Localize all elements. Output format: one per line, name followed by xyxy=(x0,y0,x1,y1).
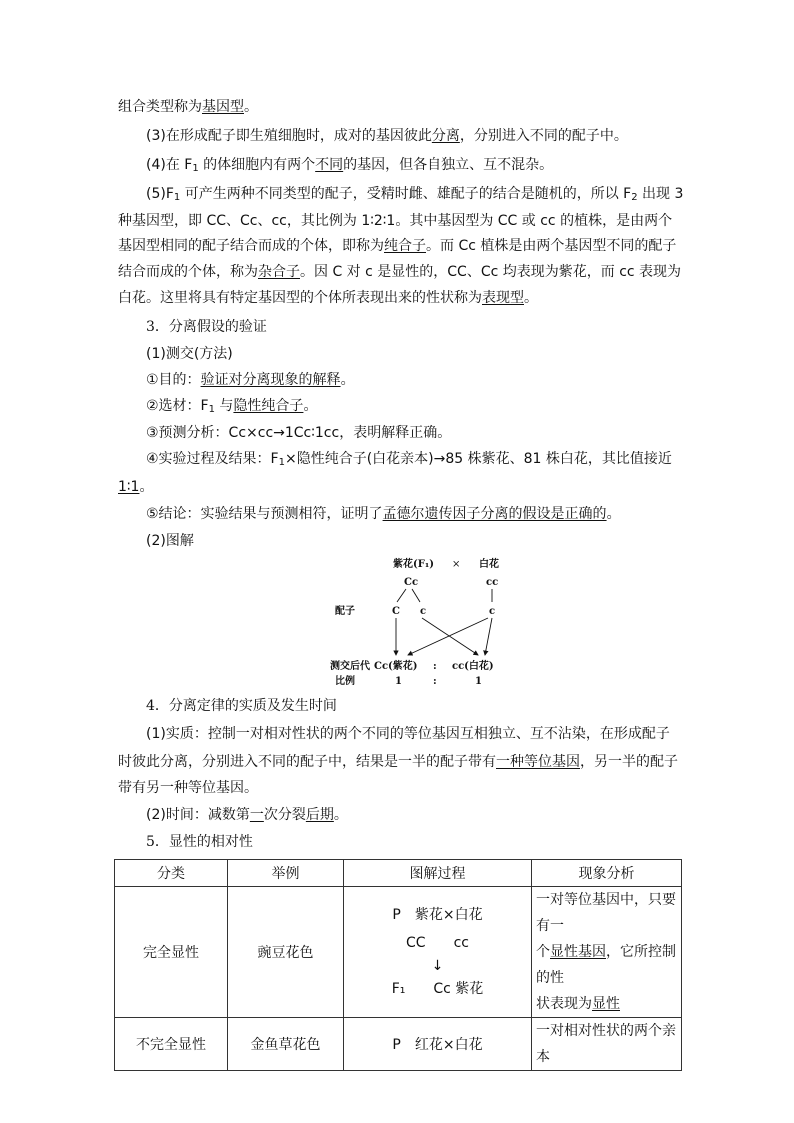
text-line xyxy=(146,504,621,524)
text-line xyxy=(146,184,683,204)
text-line: (2)图解 xyxy=(146,533,194,549)
answer-blank: 表现型 xyxy=(482,290,524,306)
text: 。而 Cc 植株是由两个基因型不同的配子 xyxy=(426,238,677,254)
subscript: 1 xyxy=(192,163,199,174)
text: 与 xyxy=(214,398,234,414)
text: 次分裂 xyxy=(263,807,306,823)
process-line: F₁ Cc 紫花 xyxy=(391,981,484,997)
text: ，分别进入不同的配子中。 xyxy=(459,128,628,144)
arrow-line xyxy=(397,589,406,602)
answer-blank: 基因型 xyxy=(202,99,244,115)
parent1-label: 紫花(F₁) xyxy=(393,559,434,570)
text: (2)时间：减数第 xyxy=(146,807,250,823)
subscript: 2 xyxy=(631,192,638,203)
analysis-line xyxy=(536,991,677,1017)
text: 组合类型称为 xyxy=(118,99,202,115)
answer-blank: 后期 xyxy=(305,807,334,823)
answer-blank: 1∶1 xyxy=(118,479,140,495)
analysis-line: 一对等位基因中，只要有一 xyxy=(536,892,676,934)
section-heading: 5．显性的相对性 xyxy=(146,834,253,850)
text: 出现 3 xyxy=(637,186,684,202)
text: ⑤结论：实验结果与预测相符，证明了 xyxy=(146,506,383,522)
header-cell: 图解过程 xyxy=(344,860,532,887)
cell-process: P 红花×白花 xyxy=(344,1018,532,1071)
offspring-1: Cc(紫花) xyxy=(374,661,418,672)
text: 。 xyxy=(244,99,258,115)
offspring-label: 测交后代 xyxy=(330,661,370,672)
process-arrow: ↓ xyxy=(431,958,444,974)
gamete-label: 配子 xyxy=(335,606,355,617)
answer-blank: 不同 xyxy=(315,157,344,173)
subscript: 1 xyxy=(208,404,215,415)
gamete-c1: c xyxy=(420,606,427,617)
text-line xyxy=(118,288,538,308)
cell-example: 金鱼草花色 xyxy=(228,1018,344,1071)
parent2-genotype: cc xyxy=(486,577,499,588)
text-line xyxy=(118,236,676,256)
text-line xyxy=(118,477,153,497)
text: 时彼此分离，分别进入不同的配子中，结果是一半的配子带有 xyxy=(118,754,496,770)
cell-process xyxy=(344,887,532,1018)
offspring-2: cc(白花) xyxy=(452,661,494,672)
section-heading: 4．分离定律的实质及发生时间 xyxy=(146,698,337,714)
text: 状表现为 xyxy=(536,996,592,1012)
text: (5)F xyxy=(146,186,174,202)
text: 白花。这里将具有特定基因型的个体所表现出来的性状称为 xyxy=(118,290,482,306)
text: 基因型相同的配子结合而成的个体，即称为 xyxy=(118,238,384,254)
text: 。 xyxy=(340,372,355,388)
subscript: 1 xyxy=(173,192,181,203)
text-line xyxy=(146,155,553,175)
ratio-label: 比例 xyxy=(335,676,355,687)
section-heading: 3．分离假设的验证 xyxy=(146,319,267,335)
cell-analysis: 一对相对性状的两个亲本 xyxy=(532,1018,682,1071)
text: ，另一半的配子 xyxy=(580,754,678,770)
text-line xyxy=(118,97,258,117)
answer-blank: 一 xyxy=(249,807,264,823)
answer-blank: 显性 xyxy=(592,996,620,1012)
text: 。 xyxy=(524,290,538,306)
ratio-colon: : xyxy=(433,676,437,687)
answer-blank: 隐性纯合子 xyxy=(233,398,304,414)
text: ，它所控制的性 xyxy=(536,944,676,986)
text-line xyxy=(146,805,348,825)
gamete-C: C xyxy=(392,606,400,617)
text: (3)在形成配子即生殖细胞时，成对的基因彼此 xyxy=(146,128,432,144)
text: 。 xyxy=(333,807,348,823)
text-line: (1)实质：控制一对相对性状的两个不同的等位基因互相独立、互不沾染，在形成配子 xyxy=(146,726,670,742)
cell-example: 豌豆花色 xyxy=(228,887,344,1018)
text: 。 xyxy=(606,506,621,522)
text: 种基因型，即 CC、Cc、cc，其比例为 1∶2∶1。其中基因型为 CC 或 cc 的植株，是由两个 xyxy=(118,213,673,229)
text-line xyxy=(146,126,628,146)
process-line: P 紫花×白花 xyxy=(392,907,483,923)
table-header-row xyxy=(115,860,682,887)
ratio-colon: : xyxy=(433,661,437,672)
cell-analysis xyxy=(532,887,682,1018)
answer-blank: 显性基因 xyxy=(550,944,606,960)
ratio-2: 1 xyxy=(475,676,482,687)
arrow-line xyxy=(412,589,420,602)
text: 的体细胞内有两个 xyxy=(198,157,316,173)
text: ①目的： xyxy=(146,372,201,388)
arrow-line xyxy=(485,618,492,655)
cell-category: 不完全显性 xyxy=(115,1018,228,1071)
answer-blank: 纯合子 xyxy=(384,238,426,254)
table-row xyxy=(115,887,682,1018)
cross-symbol: × xyxy=(452,559,461,570)
process-line: CC cc xyxy=(406,935,469,951)
parent1-genotype: Cc xyxy=(404,577,419,588)
answer-blank: 杂合子 xyxy=(258,264,300,280)
testcross-diagram xyxy=(330,555,510,690)
text-line: 带有另一种等位基因。 xyxy=(118,780,258,796)
table-row xyxy=(115,1018,682,1071)
parent2-label: 白花 xyxy=(479,559,499,570)
text: ×隐性纯合子(白花亲本)→85 株紫花、81 株白花，其比值接近 xyxy=(284,451,672,467)
text-line xyxy=(146,396,317,416)
arrow-line xyxy=(408,618,488,655)
answer-blank: 验证对分离现象的解释 xyxy=(200,372,341,388)
text: 。 xyxy=(139,479,154,495)
text: (4)在 F xyxy=(146,157,193,173)
header-cell: 现象分析 xyxy=(532,860,682,887)
ratio-1: 1 xyxy=(395,676,402,687)
dominance-table xyxy=(114,859,682,1071)
text-line xyxy=(118,262,681,282)
text-line xyxy=(118,211,672,231)
text-line xyxy=(146,370,355,390)
text-line: ③预测分析：Cc×cc→1Cc∶1cc，表明解释正确。 xyxy=(146,425,452,441)
subscript: 1 xyxy=(278,457,285,468)
answer-blank: 孟德尔遗传因子分离的假设是正确的 xyxy=(382,506,607,522)
text-line xyxy=(118,752,678,772)
answer-blank: 分离 xyxy=(431,128,460,144)
text: 。 xyxy=(303,398,318,414)
text: 的基因，但各自独立、互不混杂。 xyxy=(343,157,554,173)
answer-blank: 一种等位基因 xyxy=(496,754,580,770)
header-cell: 举例 xyxy=(228,860,344,887)
cell-category: 完全显性 xyxy=(115,887,228,1018)
text: ④实验过程及结果：F xyxy=(146,451,279,467)
arrow-line xyxy=(422,618,478,655)
header-cell: 分类 xyxy=(115,860,228,887)
text: 。因 C 对 c 是显性的，CC、Cc 均表现为紫花，而 cc 表现为 xyxy=(300,264,682,280)
text: 个 xyxy=(536,944,550,960)
analysis-line xyxy=(536,939,677,991)
text: 结合而成的个体，称为 xyxy=(118,264,258,280)
text: ②选材：F xyxy=(146,398,209,414)
text-line: (1)测交(方法) xyxy=(146,346,233,362)
text: 可产生两种不同类型的配子，受精时雌、雄配子的结合是随机的，所以 F xyxy=(180,186,632,202)
text-line xyxy=(146,449,672,469)
gamete-c2: c xyxy=(489,606,496,617)
